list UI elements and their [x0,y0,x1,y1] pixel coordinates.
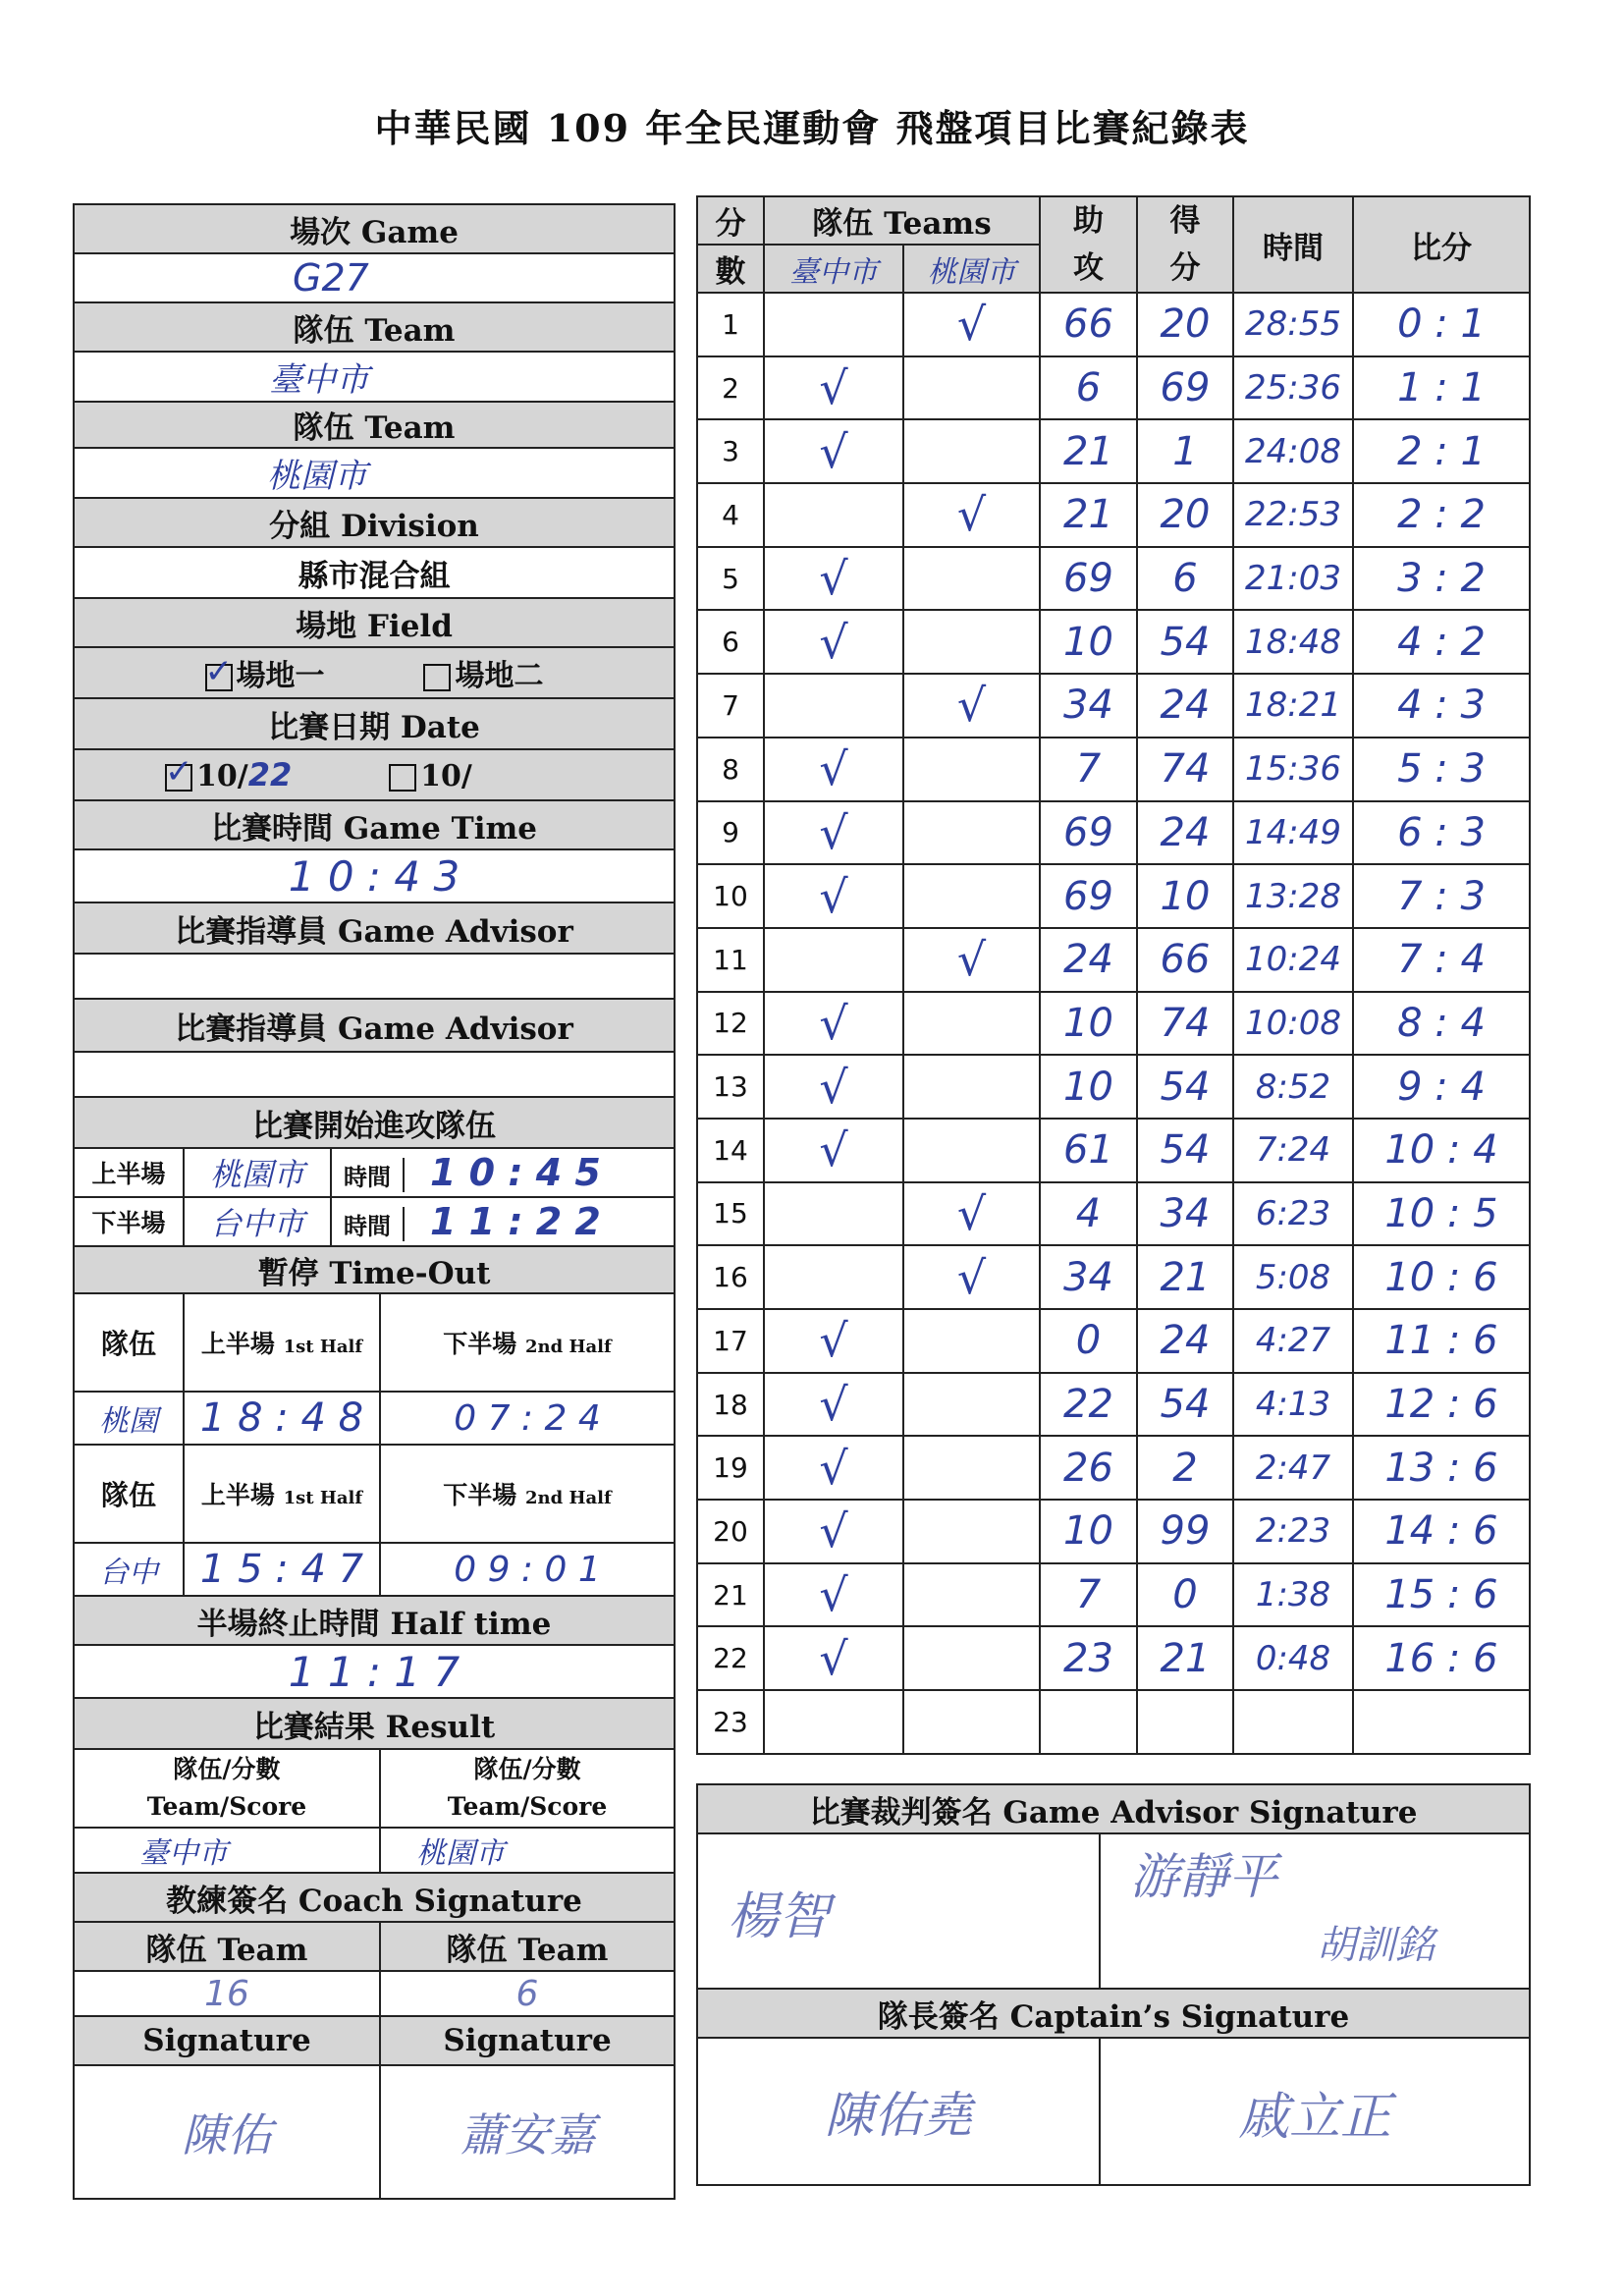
row-number: 20 [697,1500,764,1563]
goal-number: 24 [1137,1309,1233,1373]
score-row [697,1436,1530,1500]
signature2-label: Signature [380,2016,675,2065]
team-b-check [903,738,1040,801]
assist-number: 6 [1040,356,1137,420]
team-b-check [903,1563,1040,1627]
time-value: 22:53 [1233,483,1353,547]
team-b-check: √ [903,483,1040,547]
goal-number: 21 [1137,1245,1233,1309]
team-b-check [903,356,1040,420]
score-value: 14 : 6 [1353,1500,1530,1563]
goal-number: 99 [1137,1500,1233,1563]
team-a-check [764,1182,903,1246]
score-row [697,864,1530,928]
team-a-header: 臺中市 [764,245,903,293]
team-b-check [903,864,1040,928]
game-label: 場次 Game [74,204,675,253]
time-value: 1:38 [1233,1563,1353,1627]
goal-number [1137,1690,1233,1754]
signature1-label: Signature [74,2016,380,2065]
row-number: 15 [697,1182,764,1246]
time-value: 2:47 [1233,1436,1353,1500]
assist-number: 34 [1040,1245,1137,1309]
form-title: 中華民國 109 年全民運動會 飛盤項目比賽紀錄表 [374,106,1250,150]
first-half-label: 上半場 [74,1148,184,1197]
first-half-team: 桃園市 [184,1148,331,1197]
second-half-team: 台中市 [184,1197,331,1246]
date2-checkbox[interactable] [389,764,416,792]
score-value: 2 : 2 [1353,483,1530,547]
score-row [697,992,1530,1056]
advisor1-label: 比賽指導員 Game Advisor [74,902,675,954]
score-value: 13 : 6 [1353,1436,1530,1500]
halftime-value: 1 1 : 1 7 [74,1645,675,1698]
score-value: 16 : 6 [1353,1626,1530,1690]
score-value: 9 : 4 [1353,1055,1530,1119]
goal-number: 2 [1137,1436,1233,1500]
result-team1: 臺中市 [74,1828,380,1873]
row-number: 6 [697,610,764,674]
goal-number: 34 [1137,1182,1233,1246]
assist-number: 4 [1040,1182,1137,1246]
coach-score2: 6 [380,1971,675,2016]
goal-number: 66 [1137,928,1233,992]
score-row [697,1182,1530,1246]
score-value: 4 : 2 [1353,610,1530,674]
second-half-time-label: 時間 [332,1207,405,1241]
score-value: 5 : 3 [1353,738,1530,801]
row-number: 14 [697,1119,764,1182]
assist-number: 10 [1040,1055,1137,1119]
to-second-label-1: 下半場 2nd Half [380,1293,675,1392]
coach-team1-label: 隊伍 Team [74,1922,380,1971]
date1-day: 22 [247,756,293,793]
goal-number: 21 [1137,1626,1233,1690]
row-number: 5 [697,547,764,611]
score-row [697,547,1530,611]
row-number: 11 [697,928,764,992]
game-value: G27 [74,253,675,302]
team-b-check [903,419,1040,483]
time-value: 0:48 [1233,1626,1353,1690]
goal-number: 74 [1137,738,1233,801]
row-number: 8 [697,738,764,801]
team-b-check: √ [903,1245,1040,1309]
time-value: 5:08 [1233,1245,1353,1309]
score-row [697,610,1530,674]
team-a-check: √ [764,1309,903,1373]
team-a-check: √ [764,547,903,611]
row-number: 12 [697,992,764,1056]
row-number: 2 [697,356,764,420]
first-half-time: 1 0 : 4 5 [430,1151,601,1194]
score-value: 10 : 6 [1353,1245,1530,1309]
date1-checkbox[interactable]: ✓ [165,752,193,792]
score-row [697,801,1530,865]
team-a-check: √ [764,1500,903,1563]
row-number: 21 [697,1563,764,1627]
captain-signature-1[interactable]: 陳佑堯 [697,2038,1100,2185]
coach-signature2[interactable]: 蕭安嘉 [380,2065,675,2199]
time-value: 7:24 [1233,1119,1353,1182]
score-row [697,1309,1530,1373]
score-value: 1 : 1 [1353,356,1530,420]
time-value: 2:23 [1233,1500,1353,1563]
to-row2-first: 1 5 : 4 7 [184,1543,380,1596]
team-b-check [903,1119,1040,1182]
team-b-check: √ [903,928,1040,992]
start-offense-label: 比賽開始進攻隊伍 [74,1097,675,1148]
score-table [696,195,1531,1755]
team-b-check: √ [903,293,1040,356]
assist-number: 69 [1040,801,1137,865]
assist-number: 22 [1040,1373,1137,1437]
assist-number: 69 [1040,864,1137,928]
assist-number: 69 [1040,547,1137,611]
to-team-label-1: 隊伍 [74,1293,184,1392]
col-time: 時間 [1233,196,1353,293]
goal-number: 20 [1137,483,1233,547]
score-row [697,928,1530,992]
assist-number: 21 [1040,483,1137,547]
division-label: 分組 Division [74,498,675,547]
coach-team2-label: 隊伍 Team [380,1922,675,1971]
score-value: 7 : 3 [1353,864,1530,928]
second-half-time: 1 1 : 2 2 [430,1200,601,1243]
goal-number: 54 [1137,1373,1233,1437]
row-number: 7 [697,674,764,738]
goal-number: 1 [1137,419,1233,483]
coach-signature1[interactable]: 陳佑 [74,2065,380,2199]
time-value: 4:13 [1233,1373,1353,1437]
field2-label: 場地二 [455,659,544,693]
goal-number: 20 [1137,293,1233,356]
time-value: 10:24 [1233,928,1353,992]
team-a-check [764,674,903,738]
score-value: 15 : 6 [1353,1563,1530,1627]
gametime-value: 1 0 : 4 3 [74,849,675,902]
goal-number: 54 [1137,610,1233,674]
timeout-label: 暫停 Time-Out [74,1246,675,1293]
row-number: 22 [697,1626,764,1690]
team-b-check [903,547,1040,611]
col-point-bottom: 數 [697,245,764,293]
team-a-check: √ [764,1563,903,1627]
goal-number: 54 [1137,1055,1233,1119]
time-value: 18:21 [1233,674,1353,738]
assist-number: 10 [1040,1500,1137,1563]
goal-number: 10 [1137,864,1233,928]
division-value: 縣市混合組 [74,547,675,598]
time-value: 18:48 [1233,610,1353,674]
assist-number: 26 [1040,1436,1137,1500]
result-team2: 桃園市 [380,1828,675,1873]
team-b-check [903,1436,1040,1500]
assist-number: 24 [1040,928,1137,992]
team-a-check: √ [764,992,903,1056]
result-col1-label: 隊伍/分數 Team/Score [74,1749,380,1828]
team1-value: 臺中市 [74,352,675,402]
score-value: 2 : 1 [1353,419,1530,483]
to-first-label-2: 上半場 1st Half [184,1445,380,1543]
team-a-check: √ [764,1055,903,1119]
row-number: 4 [697,483,764,547]
date-label: 比賽日期 Date [74,698,675,749]
captain-signature-2[interactable]: 戚立正 [1100,2038,1530,2185]
score-value: 11 : 6 [1353,1309,1530,1373]
team2-value: 桃園市 [74,448,675,498]
field2-checkbox[interactable] [423,664,451,691]
score-row [697,1373,1530,1437]
row-number: 10 [697,864,764,928]
time-value: 6:23 [1233,1182,1353,1246]
result-col2-label: 隊伍/分數 Team/Score [380,1749,675,1828]
team-b-check: √ [903,674,1040,738]
score-value: 10 : 5 [1353,1182,1530,1246]
time-value: 25:36 [1233,356,1353,420]
row-number: 16 [697,1245,764,1309]
time-value: 24:08 [1233,419,1353,483]
result-label: 比賽結果 Result [74,1698,675,1749]
second-half-label: 下半場 [74,1197,184,1246]
row-number: 1 [697,293,764,356]
to-row1-team: 桃園 [74,1392,184,1445]
row-number: 9 [697,801,764,865]
team-a-check [764,1690,903,1754]
to-row1-second: 0 7 : 2 4 [380,1392,675,1445]
goal-number: 24 [1137,801,1233,865]
goal-number: 6 [1137,547,1233,611]
score-value: 7 : 4 [1353,928,1530,992]
team-b-check [903,801,1040,865]
team-b-check [903,1309,1040,1373]
advisor-signature-label: 比賽裁判簽名 Game Advisor Signature [697,1784,1530,1833]
team-b-check [903,610,1040,674]
to-row2-second: 0 9 : 0 1 [380,1543,675,1596]
goal-number: 54 [1137,1119,1233,1182]
assist-number: 0 [1040,1309,1137,1373]
team-a-check [764,928,903,992]
team-a-check [764,483,903,547]
col-score: 比分 [1353,196,1530,293]
team2-label: 隊伍 Team [74,402,675,448]
team-b-check [903,1055,1040,1119]
score-value: 4 : 3 [1353,674,1530,738]
team-a-check: √ [764,801,903,865]
team-b-check [903,1690,1040,1754]
team-a-check: √ [764,1436,903,1500]
halftime-label: 半場終止時間 Half time [74,1596,675,1645]
coach-score1: 16 [74,1971,380,2016]
score-row [697,483,1530,547]
goal-number: 0 [1137,1563,1233,1627]
score-value: 6 : 3 [1353,801,1530,865]
assist-number: 23 [1040,1626,1137,1690]
field-options [74,647,675,698]
row-number: 18 [697,1373,764,1437]
score-row [697,419,1530,483]
score-value: 12 : 6 [1353,1373,1530,1437]
row-number: 19 [697,1436,764,1500]
assist-number: 61 [1040,1119,1137,1182]
score-value: 0 : 1 [1353,293,1530,356]
score-value [1353,1690,1530,1754]
row-number: 13 [697,1055,764,1119]
team-a-check [764,1245,903,1309]
goal-number: 24 [1137,674,1233,738]
gametime-label: 比賽時間 Game Time [74,800,675,849]
date-options [74,749,675,800]
time-value: 28:55 [1233,293,1353,356]
team-a-check: √ [764,1373,903,1437]
row-number: 23 [697,1690,764,1754]
score-row [697,1119,1530,1182]
team-b-check [903,992,1040,1056]
date2-label: 10/ [420,759,472,793]
goal-number: 74 [1137,992,1233,1056]
match-info-table [73,203,676,2200]
score-row [697,293,1530,356]
col-goal: 得 分 [1137,196,1233,293]
score-row [697,356,1530,420]
to-team-label-2: 隊伍 [74,1445,184,1543]
team-b-header: 桃園市 [903,245,1040,293]
score-value: 8 : 4 [1353,992,1530,1056]
team-b-check: √ [903,1182,1040,1246]
col-point-top: 分 [697,196,764,245]
to-first-label-1: 上半場 1st Half [184,1293,380,1392]
time-value: 14:49 [1233,801,1353,865]
team-a-check: √ [764,738,903,801]
time-value: 8:52 [1233,1055,1353,1119]
advisor1-value [74,954,675,999]
team-a-check: √ [764,356,903,420]
team-a-check: √ [764,1119,903,1182]
time-value [1233,1690,1353,1754]
team-a-check [764,293,903,356]
col-assist: 助 攻 [1040,196,1137,293]
first-half-time-label: 時間 [332,1158,405,1192]
assist-number: 7 [1040,1563,1137,1627]
time-value: 10:08 [1233,992,1353,1056]
score-row [697,1626,1530,1690]
advisor-signature-1[interactable]: 楊智 [697,1833,1100,1989]
team-b-check [903,1373,1040,1437]
team-a-check: √ [764,864,903,928]
score-value: 10 : 4 [1353,1119,1530,1182]
score-row [697,674,1530,738]
field-label: 場地 Field [74,598,675,647]
team-b-check [903,1626,1040,1690]
score-rows [697,293,1530,1754]
row-number: 17 [697,1309,764,1373]
advisor2-label: 比賽指導員 Game Advisor [74,999,675,1052]
date1-label: 10/ [196,759,248,793]
time-value: 21:03 [1233,547,1353,611]
advisor2-value [74,1052,675,1097]
assist-number: 10 [1040,610,1137,674]
team-b-check [903,1500,1040,1563]
score-row [697,1245,1530,1309]
assist-number [1040,1690,1137,1754]
field1-label: 場地一 [236,659,325,693]
field1-checkbox[interactable]: ✓ [204,652,234,691]
captain-signature-label: 隊長簽名 Captain’s Signature [697,1989,1530,2038]
to-second-label-2: 下半場 2nd Half [380,1445,675,1543]
coach-signature-label: 教練簽名 Coach Signature [74,1873,675,1922]
to-row2-team: 台中 [74,1543,184,1596]
score-row [697,1500,1530,1563]
signature-table [696,1783,1531,2186]
assist-number: 66 [1040,293,1137,356]
score-row [697,1563,1530,1627]
team-a-check: √ [764,610,903,674]
assist-number: 7 [1040,738,1137,801]
advisor-signatures-2[interactable]: 游靜平 胡訓銘 [1100,1833,1530,1989]
time-value: 13:28 [1233,864,1353,928]
time-value: 15:36 [1233,738,1353,801]
assist-number: 10 [1040,992,1137,1056]
team-a-check: √ [764,1626,903,1690]
score-row [697,1690,1530,1754]
to-row1-first: 1 8 : 4 8 [184,1392,380,1445]
score-value: 3 : 2 [1353,547,1530,611]
goal-number: 69 [1137,356,1233,420]
team-a-check: √ [764,419,903,483]
time-value: 4:27 [1233,1309,1353,1373]
assist-number: 34 [1040,674,1137,738]
score-row [697,1055,1530,1119]
row-number: 3 [697,419,764,483]
team1-label: 隊伍 Team [74,302,675,352]
score-row [697,738,1530,801]
col-teams: 隊伍 Teams [764,196,1040,245]
assist-number: 21 [1040,419,1137,483]
